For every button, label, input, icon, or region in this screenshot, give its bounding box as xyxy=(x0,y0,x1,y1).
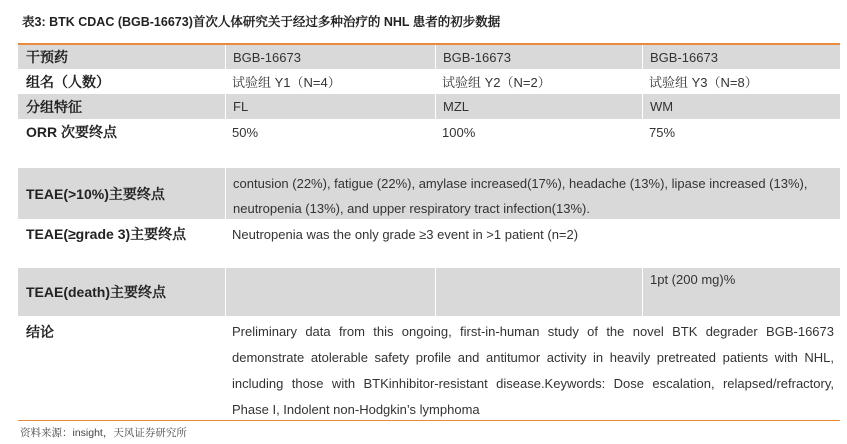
table-row-drug xyxy=(18,45,840,69)
bottom-rule xyxy=(18,420,840,421)
table-row-feature xyxy=(18,94,840,119)
row-label-orr: ORR 次要终点 xyxy=(26,124,117,140)
row-label-drug: 干预药 xyxy=(18,45,225,69)
cell-orr-y2: 100% xyxy=(442,124,476,140)
row-label-feature: 分组特征 xyxy=(18,94,225,119)
row-label-death: TEAE(death)主要终点 xyxy=(18,268,225,316)
row-label-group: 组名（人数） xyxy=(26,73,110,90)
cell-drug-y2: BGB-16673 xyxy=(435,45,642,69)
cell-drug-y1: BGB-16673 xyxy=(225,45,435,69)
cell-teae10-text: contusion (22%), fatigue (22%), amylase increased(17%), headache (13%), lipase increased (13%), neutropenia (13%), and upper respiratory tract infection(13%). xyxy=(225,168,840,219)
table-row-teae3 xyxy=(18,221,840,247)
cell-feature-y2: MZL xyxy=(435,94,642,119)
table-row-group xyxy=(18,69,840,94)
table-row-conclusion xyxy=(18,316,840,418)
cell-group-y1: 试验组 Y1（N=4） xyxy=(232,75,341,90)
cell-orr-y3: 75% xyxy=(649,124,676,140)
cell-feature-y1: FL xyxy=(225,94,435,119)
table-row-orr xyxy=(18,119,840,145)
source-note: 资料来源：insight，天风证券研究所 xyxy=(20,427,187,439)
cell-orr-y1: 50% xyxy=(232,124,259,140)
cell-death-y3: 1pt (200 mg)% xyxy=(642,268,840,316)
cell-conclusion-text: Preliminary data from this ongoing, first-in-human study of the novel BTK degrader BGB-16673 demonstrate atolerable safety profile and antitumor activity in heavily pretreated patients with NHL, including those with BTKinhibitor-resistant disease.Keywords: Dose escalation, relapsed/refractory, Phase I, Indolent non-Hodgkin’s lymphoma xyxy=(232,324,834,417)
cell-group-y2: 试验组 Y2（N=2） xyxy=(442,75,551,90)
cell-death-y2 xyxy=(435,268,642,316)
row-label-conclusion: 结论 xyxy=(26,324,54,340)
cell-feature-y3: WM xyxy=(642,94,840,119)
row-label-teae10: TEAE(>10%)主要终点 xyxy=(18,168,225,219)
cell-teae3-text: Neutropenia was the only grade ≥3 event in >1 patient (n=2) xyxy=(232,226,579,242)
cell-group-y3: 试验组 Y3（N=8） xyxy=(649,75,758,90)
table-row-death xyxy=(18,268,840,316)
cell-death-y1 xyxy=(225,268,435,316)
row-label-teae3: TEAE(≥grade 3)主要终点 xyxy=(26,226,187,242)
table-row-teae10 xyxy=(18,168,840,219)
table-title: 表3: BTK CDAC (BGB-16673)首次人体研究关于经过多种治疗的 NHL 患者的初步数据 xyxy=(22,15,501,29)
cell-drug-y3: BGB-16673 xyxy=(642,45,840,69)
